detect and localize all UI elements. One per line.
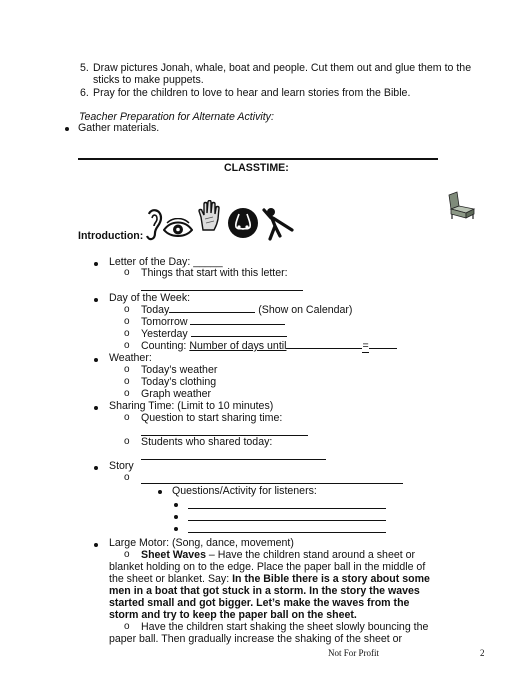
bullet-dot xyxy=(94,406,98,410)
activity-script: In the Bible there is a story about some xyxy=(232,573,430,585)
bullet-dot xyxy=(94,298,98,302)
sub-bullet: o xyxy=(124,436,130,447)
tomorrow-blank xyxy=(190,324,285,325)
section-divider xyxy=(78,158,438,160)
hand-icon xyxy=(197,200,223,232)
stretching-figure-icon xyxy=(262,206,296,242)
page-number: 2 xyxy=(480,648,485,658)
counting-blank xyxy=(286,348,362,349)
sub-bullet: o xyxy=(124,412,130,423)
day-of-week-label: Day of the Week: xyxy=(109,292,191,304)
today-label: Today xyxy=(141,304,170,316)
sub-bullet: o xyxy=(124,316,130,327)
letter-things-label: Things that start with this letter: xyxy=(141,267,288,279)
yesterday-blank xyxy=(191,336,287,337)
activity-text: the sheet or blanket. Say: xyxy=(109,573,233,585)
letter-of-day-label: Letter of the Day: _____ xyxy=(109,256,223,268)
story-questions-label: Questions/Activity for listeners: xyxy=(172,485,317,497)
list-item-text: Draw pictures Jonah, whale, boat and people. Cut them out and glue them to the xyxy=(93,62,472,74)
sub-bullet: o xyxy=(124,376,130,387)
sheet-waves-title: Sheet Waves xyxy=(141,549,206,561)
weather-item: Today’s clothing xyxy=(141,376,217,388)
bullet-dot xyxy=(94,358,98,362)
bullet-dot xyxy=(158,490,162,494)
activity-script: started small and got bigger. Let’s make the waves from the xyxy=(109,597,410,609)
answer-line xyxy=(141,459,326,460)
tomorrow-label: Tomorrow xyxy=(141,316,188,328)
bullet-dot xyxy=(174,503,178,507)
answer-line xyxy=(141,290,303,291)
list-number: 6. xyxy=(80,87,89,99)
large-motor-heading: Large Motor: (Song, dance, movement) xyxy=(109,537,294,549)
bullet-dot xyxy=(65,127,69,131)
sharing-question-label: Question to start sharing time: xyxy=(141,412,283,424)
teacher-prep-heading: Teacher Preparation for Alternate Activity: xyxy=(79,111,274,123)
nose-icon xyxy=(225,206,261,240)
sub-bullet: o xyxy=(124,472,130,483)
bullet-dot xyxy=(94,466,98,470)
story-label: Story xyxy=(109,460,134,472)
activity-script: storm and try to keep the paper ball on the sheet. xyxy=(109,609,357,621)
sub-bullet: o xyxy=(124,340,130,351)
sub-bullet: o xyxy=(124,549,130,560)
title-dash: – xyxy=(205,549,218,561)
counting-answer-blank xyxy=(369,348,397,349)
activity-text: Have the children start shaking the sheet slowly bouncing the xyxy=(141,621,429,633)
activity-text: Have the children stand around a sheet or xyxy=(217,549,416,561)
bullet-dot xyxy=(174,527,178,531)
activity-text: paper ball. Then gradually increase the shaking of the sheet or xyxy=(109,633,403,645)
weather-item: Today’s weather xyxy=(141,364,218,376)
counting-equals: = xyxy=(362,340,369,352)
sub-bullet: o xyxy=(124,621,130,632)
footer-label: Not For Profit xyxy=(328,648,380,658)
answer-line xyxy=(188,508,386,509)
today-note: (Show on Calendar) xyxy=(258,304,353,316)
counting-text: Number of days until xyxy=(189,340,287,352)
bullet-dot xyxy=(94,543,98,547)
bullet-dot xyxy=(174,515,178,519)
sharing-students-label: Students who shared today: xyxy=(141,436,273,448)
counting-label: Counting: xyxy=(141,340,187,352)
classtime-heading: CLASSTIME: xyxy=(224,162,289,174)
list-item-text: sticks to make puppets. xyxy=(93,74,204,86)
today-blank xyxy=(169,312,255,313)
bullet-dot xyxy=(94,262,98,266)
yesterday-label: Yesterday xyxy=(141,328,188,340)
answer-line xyxy=(188,532,386,533)
chair-icon xyxy=(446,191,478,221)
answer-line xyxy=(188,520,386,521)
sub-bullet: o xyxy=(124,267,130,278)
answer-line xyxy=(141,483,403,484)
sub-bullet: o xyxy=(124,364,130,375)
teacher-prep-item: Gather materials. xyxy=(78,122,160,134)
weather-item: Graph weather xyxy=(141,388,212,400)
activity-text: blanket holding on to the edge. Place the paper ball in the middle of xyxy=(109,561,426,573)
list-item-text: Pray for the children to love to hear and learn stories from the Bible. xyxy=(93,87,411,99)
sub-bullet: o xyxy=(124,328,130,339)
activity-script: men in a boat that got stuck in a storm. In the story the waves xyxy=(109,585,420,597)
sub-bullet: o xyxy=(124,304,130,315)
eye-icon xyxy=(163,218,193,240)
sub-bullet: o xyxy=(124,388,130,399)
weather-label: Weather: xyxy=(109,352,152,364)
introduction-heading: Introduction: xyxy=(78,230,144,242)
ear-icon xyxy=(145,208,163,242)
sharing-time-label: Sharing Time: (Limit to 10 minutes) xyxy=(109,400,274,412)
list-number: 5. xyxy=(80,62,89,74)
